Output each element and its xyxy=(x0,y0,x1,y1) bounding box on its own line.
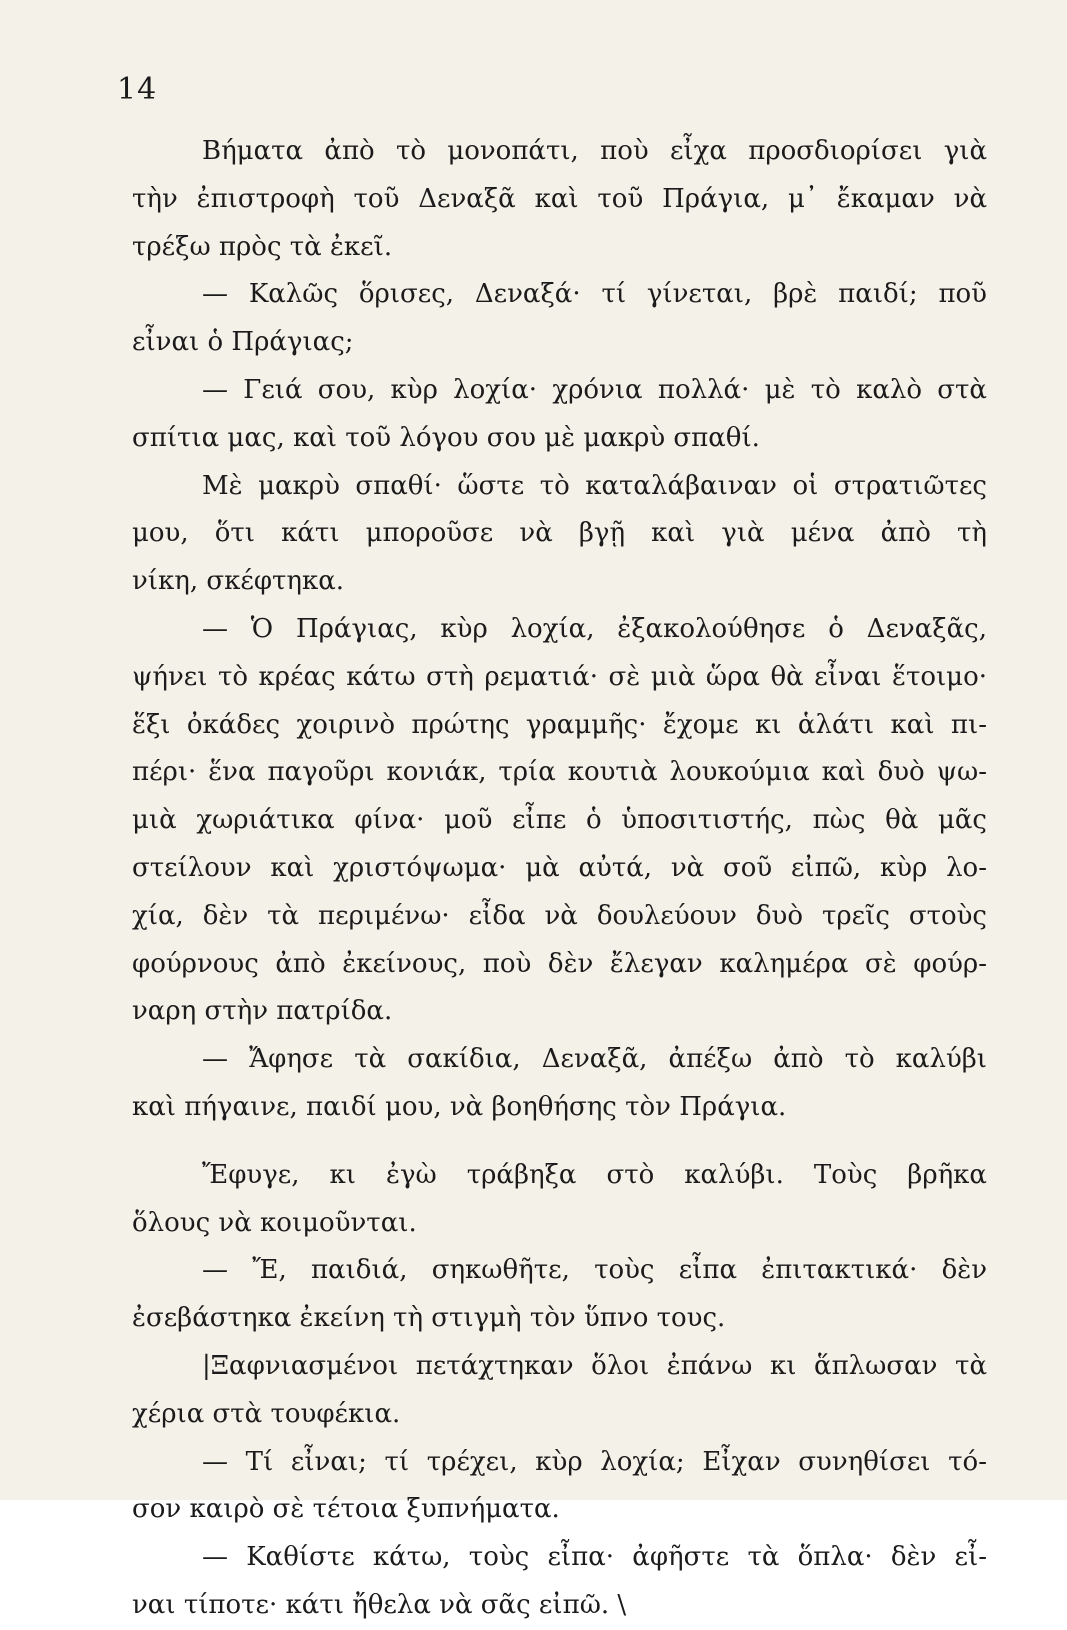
text-line: — Καλῶς ὅρισες, Δεναξά· τί γίνεται, βρὲ παιδί; ποῦ xyxy=(202,279,987,310)
text-line: χία, δὲν τὰ περιμένω· εἶδα νὰ δουλεύουν δυὸ τρεῖς στοὺς xyxy=(132,900,987,931)
text-line: ὅλους νὰ κοιμοῦνται. xyxy=(132,1207,417,1238)
text-line: τρέξω πρὸς τὰ ἐκεῖ. xyxy=(132,231,393,262)
text-line: ναρη στὴν πατρίδα. xyxy=(132,996,393,1027)
body-text xyxy=(132,128,987,1630)
text-line: — Τί εἶναι; τί τρέχει, κὺρ λοχία; Εἶχαν συνηθίσει τό- xyxy=(202,1446,987,1477)
text-line: ναι τίποτε· κάτι ἤθελα νὰ σᾶς εἰπῶ. \ xyxy=(132,1589,627,1620)
text-line: χέρια στὰ τουφέκια. xyxy=(132,1398,401,1429)
text-line: στείλουν καὶ χριστόψωμα· μὰ αὐτά, νὰ σοῦ εἰπῶ, κὺρ λο- xyxy=(132,852,987,883)
text-line: εἶναι ὁ Πράγιας; xyxy=(132,327,354,358)
text-line: — Ὁ Πράγιας, κὺρ λοχία, ἐξακολούθησε ὁ Δεναξᾶς, xyxy=(202,613,987,644)
text-line: Βήματα ἀπὸ τὸ μονοπάτι, ποὺ εἶχα προσδιορίσει γιὰ xyxy=(202,136,987,166)
page-number: 14 xyxy=(117,72,158,107)
paragraph-gap xyxy=(132,1132,987,1152)
text-line: σπίτια μας, καὶ τοῦ λόγου σου μὲ μακρὺ σπαθί. xyxy=(132,422,760,453)
text-line: σον καιρὸ σὲ τέτοια ξυπνήματα. xyxy=(132,1494,560,1525)
text-line: — Ἄφησε τὰ σακίδια, Δεναξᾶ, ἀπέξω ἀπὸ τὸ καλύβι xyxy=(202,1044,987,1075)
text-line: |Ξαφνιασμένοι πετάχτηκαν ὅλοι ἐπάνω κι ἅπλωσαν τὰ xyxy=(202,1350,987,1381)
text-line: νίκη, σκέφτηκα. xyxy=(132,566,345,597)
text-line: μιὰ χωριάτικα φίνα· μοῦ εἶπε ὁ ὑποσιτιστής, πὼς θὰ μᾶς xyxy=(132,805,987,836)
text-line: — Γειά σου, κὺρ λοχία· χρόνια πολλά· μὲ τὸ καλὸ στὰ xyxy=(202,374,987,405)
text-line: ἐσεβάστηκα ἐκείνη τὴ στιγμὴ τὸν ὕπνο τους. xyxy=(132,1303,726,1334)
text-line: Ἔφυγε, κι ἐγὼ τράβηξα στὸ καλύβι. Τοὺς βρῆκα xyxy=(202,1159,987,1190)
text-line: Μὲ μακρὺ σπαθί· ὥστε τὸ καταλάβαιναν οἱ στρατιῶτες xyxy=(202,470,987,501)
text-line: ψήνει τὸ κρέας κάτω στὴ ρεματιά· σὲ μιὰ ὥρα θὰ εἶναι ἕτοιμο· xyxy=(132,661,987,692)
text-line: τὴν ἐπιστροφὴ τοῦ Δεναξᾶ καὶ τοῦ Πράγια, μ᾽ ἔκαμαν νὰ xyxy=(132,183,987,214)
text-line: πέρι· ἕνα παγοῦρι κονιάκ, τρία κουτιὰ λουκούμια καὶ δυὸ ψω- xyxy=(132,757,987,788)
text-line: ἕξι ὀκάδες χοιρινὸ πρώτης γραμμῆς· ἔχομε κι ἁλάτι καὶ πι- xyxy=(132,709,987,740)
text-line: μου, ὅτι κάτι μποροῦσε νὰ βγῇ καὶ γιὰ μένα ἀπὸ τὴ xyxy=(132,518,987,549)
text-line: — Ἔ, παιδιά, σηκωθῆτε, τοὺς εἶπα ἐπιτακτικά· δὲν xyxy=(202,1255,987,1286)
text-line: — Καθίστε κάτω, τοὺς εἶπα· ἀφῆστε τὰ ὅπλα· δὲν εἶ- xyxy=(202,1542,987,1573)
text-line: φούρνους ἀπὸ ἐκείνους, ποὺ δὲν ἔλεγαν καλημέρα σὲ φούρ- xyxy=(132,948,987,979)
text-line: καὶ πήγαινε, παιδί μου, νὰ βοηθήσης τὸν Πράγια. xyxy=(132,1091,787,1122)
